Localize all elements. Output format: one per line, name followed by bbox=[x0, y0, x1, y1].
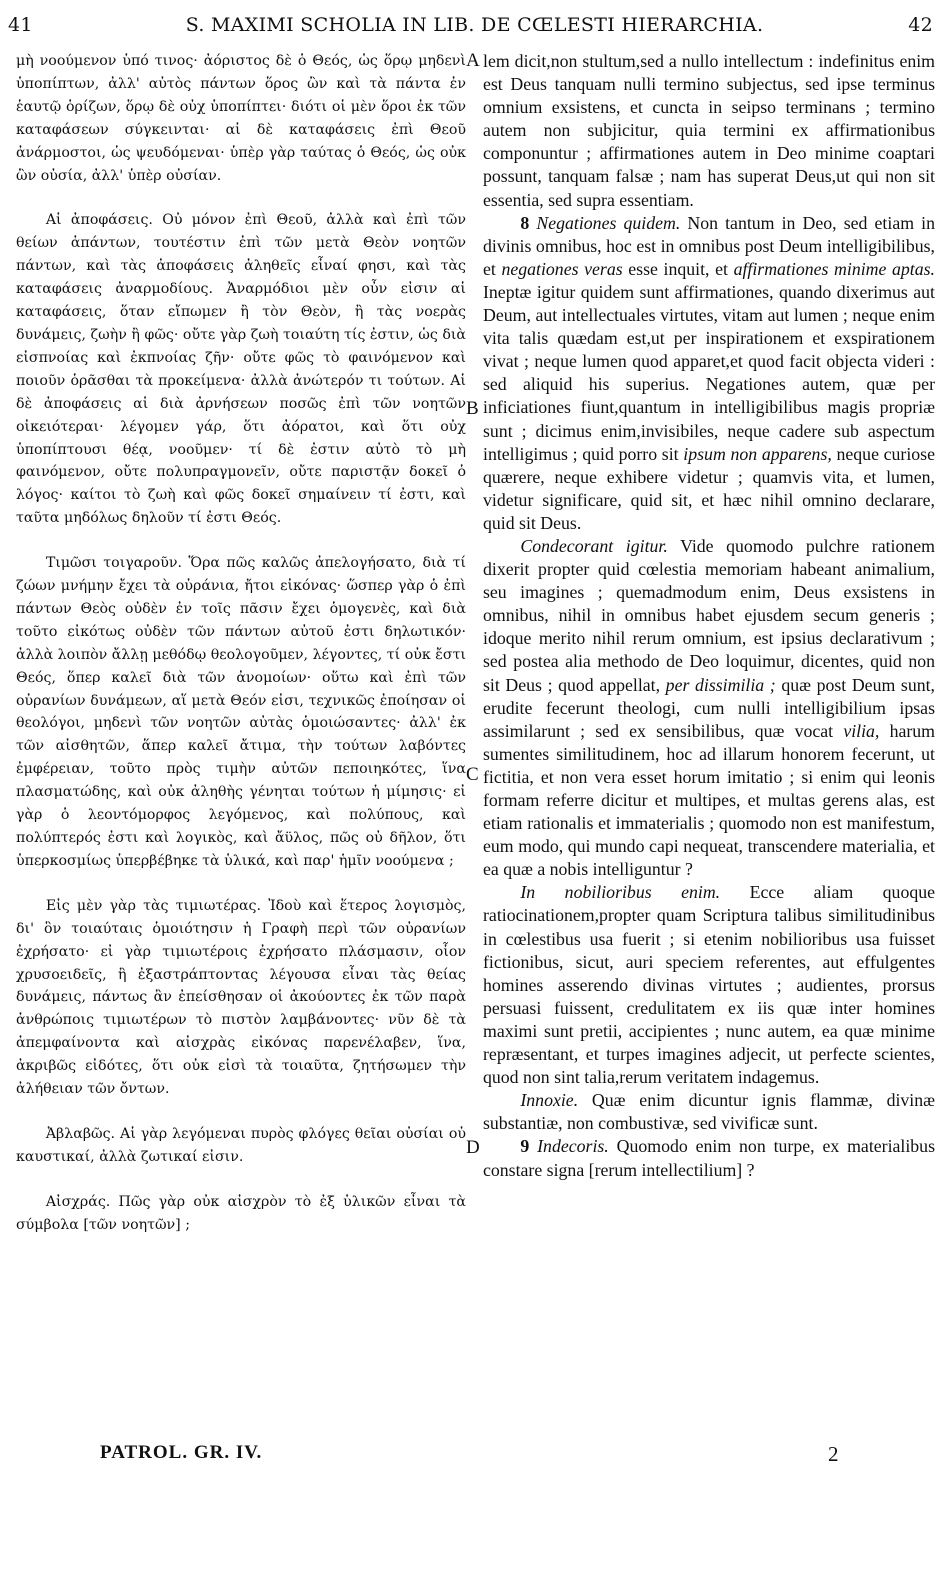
greek-paragraph: Αἰσχράς. Πῶς γὰρ οὐκ αἰσχρὸν τὸ ἐξ ὑλικῶν εἶναι τὰ σύμβολα [τῶν νοητῶν] ; bbox=[16, 1193, 466, 1233]
greek-paragraph: Τιμῶσι τοιγαροῦν. Ὅρα πῶς καλῶς ἀπελογήσατο, διὰ τί ζώων μνήμην ἔχει τὰ οὐράνια, ἤτοι εἰκόνας· ὥσπερ γὰρ ὁ ἐπὶ πάντων Θεὸς οὐδὲν ἐν τοῖς πᾶσιν ἔχει ὁμογενὲς, καὶ διὰ τοῦτο εἰκότως οὐδὲν τῶν πάντων αὐτοῦ ἐστι δηλωτικόν· ἀλλὰ λοιπὸν ἄλλῃ μεθόδῳ θεολογοῦμεν, λέγοντες, τί οὐκ ἔστι Θεός, ὅπερ καλεῖ διὰ τῶν ἀνομοίων· οὕτω καὶ ἐπὶ τῶν οὐρανίων δυνάμεων, αἵ μετὰ Θεόν εἰσι, τεχνικῶς ἐποίησαν οἱ θεολόγοι, μηδενὶ τῶν νοητῶν αὐτὰς ὁμοιώσαντες· ἀλλ' ἐκ τῶν αἰσθητῶν, ἅπερ καλεῖ ἄτιμα, τὴν τούτων λαβόντες ἐμφέρειαν, τοῦτο πρὸς τιμὴν αὐτῶν πεποιηκότες, ἵνα πλασματώδης, καὶ οὐκ ἀληθὴς γένηται τούτων ἡ μίμησις· εἰ γὰρ ὁ λεοντόμορφος λεγόμενος, καὶ πολύπους, καὶ πολύπτερός ἐστι καὶ λογικὸς, καὶ ἄϋλος, πῶς οὐ δῆλον, ὅτι ὑπερκοσμίως ὑπερβέβηκε τὰ ὑλικά, καὶ παρ' ἡμῖν νοούμενα ; bbox=[16, 555, 466, 869]
text-span: harum sumentes similitudinem, hoc ad illarum honorem fecerunt, ut fictitia, et non vera esset horum imitatio ; si enim qui leonis formam referre dicitur et multipes, et multas gerens alas, est etiam rationalis et immaterialis ; quomodo non est manifestum, eum modo, qui mundo capi nequeat, transcendere materialia, et ea quæ a nobis intelliguntur ? bbox=[483, 720, 935, 880]
margin-letter-b: B bbox=[466, 398, 479, 419]
section-number: 8 bbox=[520, 212, 530, 233]
greek-column bbox=[16, 50, 466, 1237]
lemma-label: Condecorant igitur. bbox=[520, 535, 668, 556]
text-span: Vide quomodo pulchre rationem dixerit propter quid cœlestia memoriam habeant animalium, seu imagines ; quemadmodum enim, Deus exsistens in omnibus, nihil in omnibus habet ejusdem secum generis ; idoque merito nihil rerum omnium, est ipsius declarativum ; sed postea alia methodo de Deo loquimur, dicentes, quid non sit Deus ; quod appellat, bbox=[483, 535, 935, 695]
italic-phrase: ipsum non apparens, bbox=[683, 443, 832, 464]
text-span: quæ post Deum sunt, erudite fecerunt theologi, cum nulli intelligibilium ipsas assimilarunt ; sed ex sensibilibus, quæ vocat bbox=[483, 674, 936, 741]
italic-phrase: negationes veras bbox=[501, 258, 623, 279]
footer-signature: PATROL. GR. IV. bbox=[100, 1442, 263, 1463]
latin-paragraph bbox=[483, 1089, 935, 1135]
italic-phrase: vilia, bbox=[843, 720, 880, 741]
greek-paragraph: Εἰς μὲν γὰρ τὰς τιμιωτέρας. Ἰδοὺ καὶ ἕτερος λογισμὸς, δι' ὃν τοιαύταις ὁμοιότησιν ἡ Γραφὴ περὶ τῶν οὐρανίων ἐχρήσατο· εἰ γὰρ τιμιωτέροις ἐχρήσατο πλάσμασιν, οἷον χρυσοειδεῖς, ἢ ἐξαστράπτοντας λέγουσα εἶναι τὰς θείας δυνάμεις, πάντως ἂν ἐπείσθησαν οἱ ἀκούοντες ἐκ τῶν παρὰ ἀνθρώποις τιμιωτέρων τὸ πιστὸν λαμβάνοντες· νῦν δὲ τὰ ἀπεμφαίνοντα καὶ αἰσχρὰς εἰκόνας παρενέλαβεν, ἵνα, ἀκριβῶς εἰδότες, ὅτι οὐκ εἰσὶ τὰ τοιαῦτα, ζητήσωμεν τὴν ἀλήθειαν τῶν ὄντων. bbox=[16, 897, 466, 1098]
latin-paragraph bbox=[483, 881, 935, 1089]
text-span: Quæ enim dicuntur ignis flammæ, divinæ substantiæ, non combustivæ, sed vivificæ sunt. bbox=[483, 1090, 935, 1134]
latin-paragraph: lem dicit,non stultum,sed a nullo intellectum : indefinitus enim est Deus tanquam nulli termino subjectus, sed ipse terminus omnium exsistens, et cuncta in seipso terminans ; termino autem non subjicitur, quia termini ex affirmationibus componuntur ; affirmationes autem in Deo minime coaptari possunt, tanquam falsæ ; nam has superat Deus,ut qui non sit essentia, sed supra essentiam. bbox=[483, 51, 935, 210]
latin-paragraph bbox=[483, 212, 935, 535]
text-span: Non tantum in Deo, sed etiam in divinis omnibus, hoc est in omnibus post Deum intelligibilibus, et bbox=[483, 212, 935, 279]
latin-column bbox=[483, 50, 935, 1182]
greek-paragraph: Αἱ ἀποφάσεις. Οὐ μόνον ἐπὶ Θεοῦ, ἀλλὰ καὶ ἐπὶ τῶν θείων ἁπάντων, τουτέστιν ἐπὶ τῶν μετὰ Θεὸν νοητῶν πάντων, καὶ τὰς ἀποφάσεις ἀληθεῖς εἶναί φησι, καὶ τὰς καταφάσεις ἀναρμοδίους. Ἀναρμόδιοι μὲν οὖν εἰσιν αἱ καταφάσεις, ὅταν εἴπωμεν ἢ τὸν Θεὸν, ἢ τὰς νοερὰς δυνάμεις, ζωὴν ἢ φῶς· οὔτε γὰρ ζωὴ τοιαύτη τίς ἐστιν, ὡς διὰ εἰσπνοίας καὶ ἐκπνοίας ζῆν· οὔτε φῶς τὸ φαινόμενον καὶ ποιοῦν ὁρᾶσθαι τὰ προκείμενα· ἀλλὰ ἀνώτερόν τι τούτων. Αἱ δὲ ἀποφάσεις αἱ διὰ ἀρνήσεων ποσῶς ἐπὶ τῶν νοητῶν οἰκειότεραι· λέγομεν γάρ, ὅτι ἀόρατοι, καὶ ὅτι οὐχ ὑποπίπτουσι θέᾳ, νοοῦμεν· τί δὲ ἐστιν αὐτὸ τὸ μὴ φαινόμενον, οὔτε πολυπραγμονεῖν, οὔτε παριστᾷν δοκεῖ ὁ λόγος· καίτοι τὸ ζωὴ καὶ φῶς δοκεῖ σημαίνειν τί ἐστι, καὶ ταῦτα μηδόλως δηλοῦν τί ἐστι Θεός. bbox=[16, 212, 466, 527]
margin-letter-a: A bbox=[466, 50, 480, 71]
lemma-label: In nobilioribus enim. bbox=[520, 882, 721, 903]
footer-sheet-number: 2 bbox=[828, 1442, 839, 1466]
text-span: Ineptæ igitur quidem sunt affirmationes, quando dixerimus aut Deum, aut intellectuales virtutes, vitam aut lumen ; neque enim vita talis quædam est,ut per inspirationem et exspirationem vivat ; neque lumen quod apparet,et quod facit objecta videri : sed aliquid his superius. Negationes autem, quæ per inficiationes fiunt,quantum in intelligibilibus magis propriæ sunt ; dicimus enim,invisibiles, neque cadere sub aspectum intelligimus ; quid porro sit bbox=[483, 281, 935, 464]
text-span: esse inquit, et bbox=[622, 258, 734, 279]
page-footer bbox=[0, 1442, 949, 1472]
italic-phrase: per dissimilia ; bbox=[665, 674, 776, 695]
text-span: neque curiose quærere, neque exhibere videtur ; quamvis vita, et lumen, videtur significare, quid sit, et hæc nihil omnino declarare, quid sit Deus. bbox=[483, 443, 935, 533]
running-header bbox=[0, 14, 949, 44]
running-title: S. MAXIMI SCHOLIA IN LIB. DE CŒLESTI HIERARCHIA. bbox=[185, 14, 764, 36]
latin-paragraph bbox=[483, 1135, 935, 1181]
page-number-right: 42 bbox=[908, 14, 933, 36]
lemma-label: Innoxie. bbox=[520, 1090, 579, 1111]
latin-paragraph bbox=[483, 535, 935, 881]
text-span: Quomodo enim non turpe, ex materialibus constare signa [rerum intellectilium] ? bbox=[483, 1136, 935, 1180]
section-number: 9 bbox=[520, 1136, 530, 1157]
page-number-left: 41 bbox=[8, 14, 33, 36]
greek-paragraph: μὴ νοούμενον ὑπό τινος· ἀόριστος δὲ ὁ Θεός, ὡς ὅρῳ μηδενὶ ὑποπίπτων, ἀλλ' αὐτὸς πάντων ὅρος ὢν καὶ τὰ πάντα ἐν ἑαυτῷ ὁρίζων, ὅρῳ δὲ οὐχ ὑποπίπτει· διότι οἱ μὲν ὅροι ἐκ τῶν καταφάσεων σύγκεινται· αἱ δὲ καταφάσεις ἐπὶ Θεοῦ ἀνάρμοστοι, ὡς ψευδόμεναι· ὑπὲρ γὰρ ταύτας ὁ Θεός, ὡς οὐκ ὢν οὐσία, ἀλλ' ὑπὲρ οὐσίαν. bbox=[16, 53, 466, 184]
margin-letter-c: C bbox=[466, 764, 479, 785]
greek-paragraph: Ἀβλαβῶς. Αἱ γὰρ λεγόμεναι πυρὸς φλόγες θεῖαι οὐσίαι οὐ καυστικαί, ἀλλὰ ζωτικαί εἰσιν. bbox=[16, 1125, 466, 1165]
lemma-label: Negationes quidem. bbox=[536, 212, 681, 233]
lemma-label: Indecoris. bbox=[537, 1136, 609, 1157]
italic-phrase: affirmationes minime aptas. bbox=[733, 258, 935, 279]
text-span: Ecce aliam quoque ratiocinationem,propter quam Scriptura talibus similitudinibus in cœlestibus usa fuerit ; si etenim nobilioribus usa fuisset fictionibus, sicut, auri speciem referentes, aut effulgentes homines asserendo divinas virtutes ; audientes, prorsus persuasi fuissent, credulitatem ex iis quæ inter homines maximi sunt pretii, accipientes ; nunc autem, ea quæ minime repræsentant, et turpes imagines adjecit, ut perfecte scientes, quod non sint talia,rerum veritatem indagemus. bbox=[483, 882, 936, 1088]
margin-letter-d: D bbox=[466, 1137, 480, 1158]
